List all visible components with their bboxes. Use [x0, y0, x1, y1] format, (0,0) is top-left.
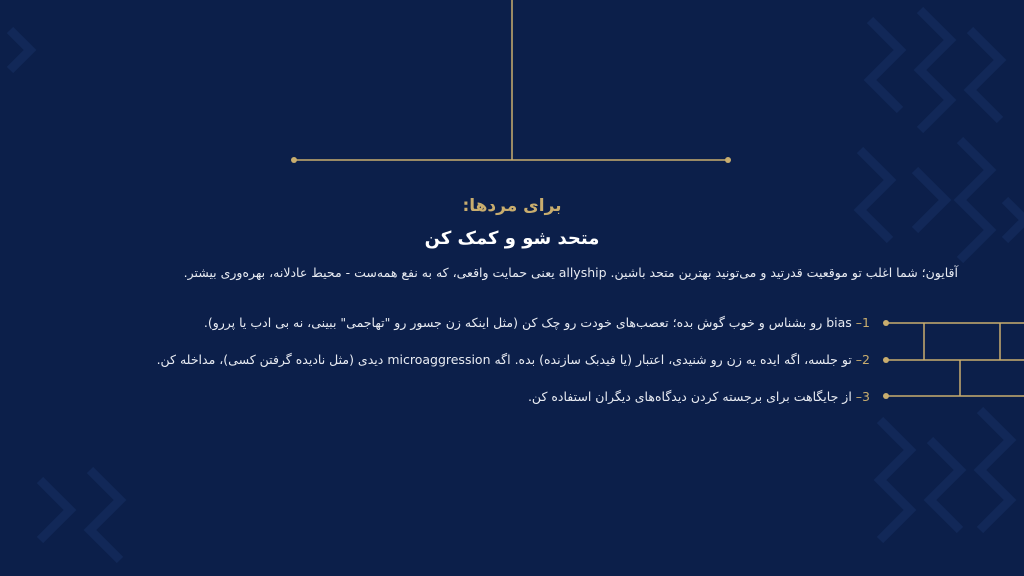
list-item	[110, 312, 870, 349]
item-text: تو جلسه، اگه ایده یه زن رو شنیدی، اعتبار (یا فیدبک سازنده) بده. اگه microaggression دیدی (مثل نادیده گرفتن کسی)، مداخله کن.	[156, 352, 852, 367]
bullet-dot	[883, 320, 889, 326]
item-text: bias رو بشناس و خوب گوش بده؛ تعصب‌های خودت رو چک کن (مثل اینکه زن جسور رو "تهاجمی" ببینی، نه بی ادب یا پررو).	[203, 315, 852, 330]
line-end-dot	[291, 157, 297, 163]
item-text: از جایگاهت برای برجسته کردن دیدگاه‌های دیگران استفاده کن.	[527, 389, 852, 404]
item-number: 1–	[855, 315, 870, 330]
bullet-dot	[883, 393, 889, 399]
list-item	[110, 349, 870, 386]
slide-title: متحد شو و کمک کن	[424, 228, 600, 249]
list-item	[110, 386, 870, 423]
item-number: 3–	[855, 389, 870, 404]
section-subtitle: برای مردها:	[462, 196, 562, 216]
item-number: 2–	[855, 352, 870, 367]
tips-list	[110, 312, 870, 423]
bullet-dot	[883, 357, 889, 363]
intro-paragraph: آقایون؛ شما اغلب تو موقعیت قدرتید و می‌تونید بهترین متحد باشین. allyship یعنی حمایت واقعی، که به نفع همه‌ست - محیط عادلانه، بهره‌وری بیشتر.	[183, 265, 958, 280]
line-end-dot	[725, 157, 731, 163]
